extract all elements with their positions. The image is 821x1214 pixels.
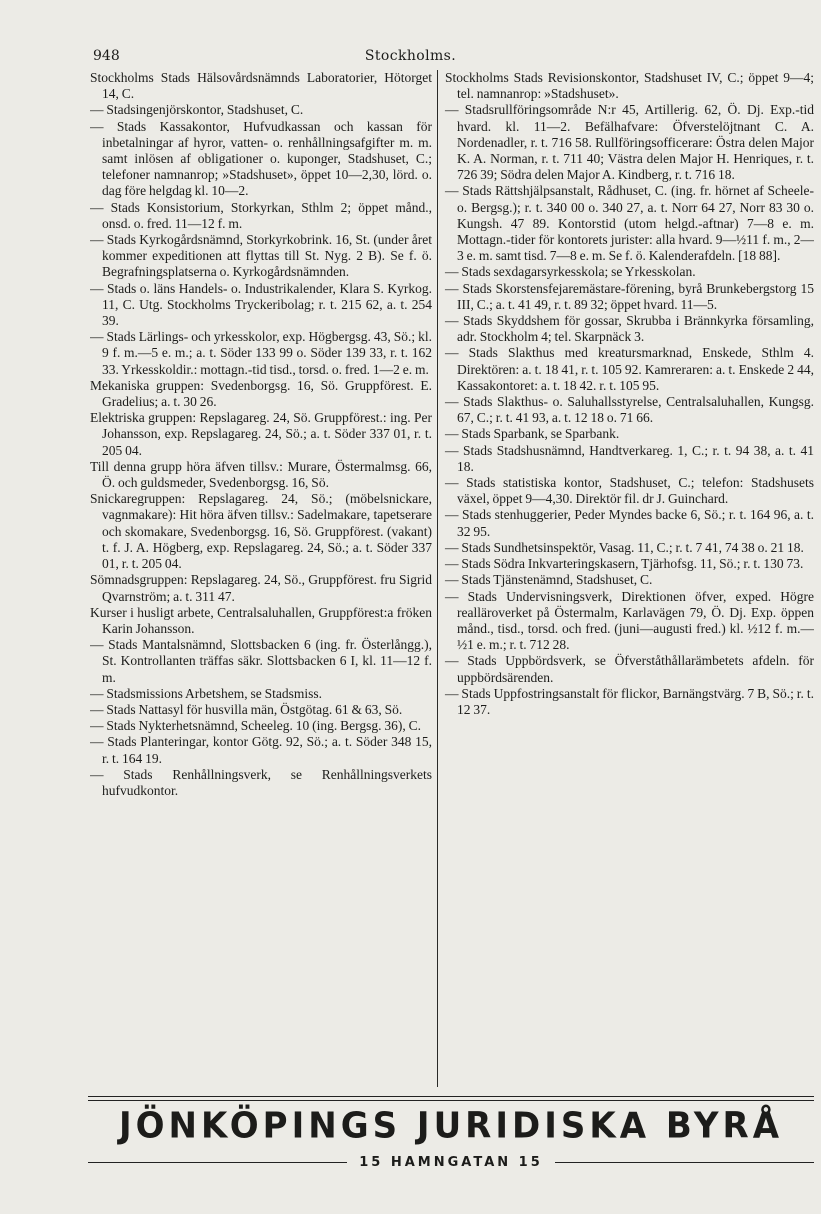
directory-entry: — Stadsingenjörskontor, Stadshuset, C. (90, 102, 304, 118)
directory-entry: — Stadsmissions Arbetshem, se Stadsmiss. (90, 685, 323, 701)
directory-entry: — Stads Renhållningsverk, se Renhållningsverkets hufvudkontor. (90, 766, 432, 798)
right-column (438, 70, 814, 1087)
directory-entry: — Stads Lärlings- och yrkesskolor, exp. Högbergsg. 43, Sö.; kl. 9 f. m.—5 e. m.; a. t. Söder 133 99 o. Söder 139 33, r. t. 162 33. Yrkesskoldir.: mottagn.-tid tisd., torsd. o. fred. 1—2 e. m. (90, 329, 432, 377)
directory-entry: — Stads Planteringar, kontor Götg. 92, Sö.; a. t. Söder 348 15, r. t. 164 19. (90, 734, 432, 766)
directory-entry: — Stads Mantalsnämnd, Slottsbacken 6 (ing. fr. Österlångg.), St. Kontrollanten träffas säkr. Slottsbacken 6 I, kl. 11—12 f. m. (90, 637, 432, 685)
directory-entry: — Stads Stadshusnämnd, Handtverkareg. 1, C.; r. t. 94 38, a. t. 41 18. (445, 442, 814, 474)
directory-entry: — Stads o. läns Handels- o. Industrikalender, Klara S. Kyrkog. 11, C. Utg. Stockholms Tryckeribolag; r. t. 215 62, a. t. 254 39. (90, 280, 432, 329)
ad-address-line-right (555, 1162, 814, 1163)
directory-entry: — Stads Skyddshem för gossar, Skrubba i Brännkyrka församling, adr. Stockholm 4; tel. Skarpnäck 3. (445, 313, 814, 345)
directory-entry: — Stads Undervisningsverk, Direktionen öfver, exped. Högre realläroverket på Östermalm, Karlavägen 79, Ö. Dj. Exp. öppen månd., tisd., torsd. och fred. (juni—augusti fred.) kl. ½12 f. m.—½1 e. m.; r. t. 712 28. (445, 588, 814, 653)
directory-entry: Stockholms Stads Hälsovårdsnämnds Laboratorier, Hötorget 14, C. (90, 70, 432, 102)
directory-entry: Sömnadsgruppen: Repslagareg. 24, Sö., Gruppförest. fru Sigrid Qvarnström; a. t. 311 47. (90, 572, 432, 604)
directory-entry: — Stads Slakthus med kreatursmarknad, Enskede, Sthlm 4. Direktören: a. t. 18 41, r. t. 105 92. Kamreraren: a. t. Enskede 2 44, Kassakontoret: a. t. 18 42. r. t. 105 95. (445, 345, 814, 393)
directory-entry: — Stads Uppbördsverk, se Öfverståthållarämbetets afdeln. för uppbördsärenden. (445, 653, 814, 685)
directory-entry: Mekaniska gruppen: Svedenborgsg. 16, Sö. Gruppförest. E. Gradelius; a. t. 30 26. (90, 377, 432, 410)
directory-entry: — Stads Konsistorium, Storkyrkan, Sthlm 2; öppet månd., onsd. o. fred. 11—12 f. m. (90, 199, 432, 231)
directory-entry: — Stads Sparbank, se Sparbank. (445, 426, 620, 442)
footer-advertisement (88, 1094, 814, 1190)
directory-entry: — Stads Uppfostringsanstalt för flickor, Barnängstvärg. 7 B, Sö.; r. t. 12 37. (445, 685, 814, 717)
ad-rule (88, 1100, 814, 1101)
directory-entry: — Stads Rättshjälpsanstalt, Rådhuset, C. (ing. fr. hörnet af Scheele- o. Bergsg.); r. t. 340 00 o. 340 27, a. t. Norr 64 27, Norr 83 30 o. Kungsh. 47 89. Kontorstid (utom helgd.-aftnar) 7—8 e. m. Mottagn.-tider för kontorets jurister: alla hvard. 9—½11 f. m., 2—3 e. m. samt tisd. 7—8 e. m. Se f. ö. Kalenderafdeln. [18 88]. (445, 183, 814, 264)
directory-entry: — Stads Nykterhetsnämnd, Scheeleg. 10 (ing. Bergsg. 36), C. (90, 718, 421, 734)
directory-entry: — Stads Tjänstenämnd, Stadshuset, C. (445, 572, 653, 588)
running-head: Stockholms. (364, 48, 457, 64)
directory-entry: — Stads sexdagarsyrkesskola; se Yrkesskolan. (445, 264, 696, 280)
two-column-body (90, 70, 814, 1087)
left-column (90, 70, 438, 1087)
directory-entry: Elektriska gruppen: Repslagareg. 24, Sö. Gruppförest.: ing. Per Johansson, exp. Repslagareg. 24, Sö.; a. t. Söder 337 01, r. t. 205 04. (90, 410, 432, 458)
directory-entry: — Stadsrullföringsområde N:r 45, Artillerig. 62, Ö. Dj. Exp.-tid hvard. kl. 11—2. Befälhafvare: Öfverstelöjtnant C. A. Nordenadler, r. t. 716 58. Rullföringsofficerare: Östra delen Major K. A. Norman, r. t. 711 40; Västra delen Major H. Henriques, r. t. 726 39; Södra delen Major A. Kindberg, r. t. 716 18. (445, 102, 814, 183)
ad-address: 15 HAMNGATAN 15 (359, 1154, 543, 1170)
directory-entry: Snickaregruppen: Repslagareg. 24, Sö.; (möbelsnickare, vagnmakare): Hit höra äfven tillsv.: Sadelmakare, tapetserare och skomakare, Svedenborgsg. 16, Sö. Gruppförest. (vakant) t. f. J. A. Högberg, exp. Repslagareg. 24, Sö.; a. t. Söder 337 01, r. t. 205 04. (90, 491, 432, 572)
directory-entry: Kurser i husligt arbete, Centralsaluhallen, Gruppförest:a fröken Karin Johansson. (90, 604, 432, 636)
directory-entry: Stockholms Stads Revisionskontor, Stadshuset IV, C.; öppet 9—4; tel. namnanrop: »Stadshuset». (445, 70, 814, 102)
page-number: 948 (93, 48, 120, 64)
directory-entry: — Stads statistiska kontor, Stadshuset, C.; telefon: Stadshusets växel, öppet 9—4,30. Direktör fil. dr J. Guinchard. (445, 475, 814, 507)
directory-entry: — Stads Kassakontor, Hufvudkassan och kassan för inbetalningar af hyror, vatten- o. renhållningsafgifter m. m. samt inlösen af obligationer o. kuponger, Stadshuset, C.; telefoner namnanrop; »Stadshuset», öppet 10—2,30, lörd. o. dag före helgdag kl. 10—2. (90, 118, 432, 199)
directory-entry: — Stads Skorstensfejaremästare-förening, byrå Brunkebergstorg 15 III, C.; a. t. 41 49, r. t. 89 32; öppet hvard. 11—5. (445, 280, 814, 312)
directory-entry: — Stads Södra Inkvarteringskasern, Tjärhofsg. 11, Sö.; r. t. 130 73. (445, 556, 804, 572)
directory-entry: Till denna grupp höra äfven tillsv.: Murare, Östermalmsg. 66, Ö. och guldsmeder, Svedenborgsg. 16, Sö. (90, 458, 432, 491)
directory-entry: — Stads Nattasyl för husvilla män, Östgötag. 61 & 63, Sö. (90, 701, 403, 717)
directory-entry: — Stads Sundhetsinspektör, Vasag. 11, C.; r. t. 7 41, 74 38 o. 21 18. (445, 539, 804, 555)
directory-entry: — Stads stenhuggerier, Peder Myndes backe 6, Sö.; r. t. 164 96, a. t. 32 95. (445, 507, 814, 539)
ad-address-line-left (88, 1162, 347, 1163)
directory-entry: — Stads Slakthus- o. Saluhallsstyrelse, Centralsaluhallen, Kungsg. 67, C.; r. t. 41 93, a. t. 12 18 o. 71 66. (445, 394, 814, 426)
ad-rule (88, 1096, 814, 1097)
ad-address-row (88, 1152, 814, 1172)
directory-entry: — Stads Kyrkogårdsnämnd, Storkyrkobrink. 16, St. (under året kommer expeditionen att flyttas till St. Nyg. 2 B). Se f. ö. Begrafningsplatserna o. Kyrkogårdsnämnden. (90, 232, 432, 280)
ad-title: JÖNKÖPINGS JURIDISKA BYRÅ (118, 1105, 784, 1147)
page-header (0, 44, 821, 70)
